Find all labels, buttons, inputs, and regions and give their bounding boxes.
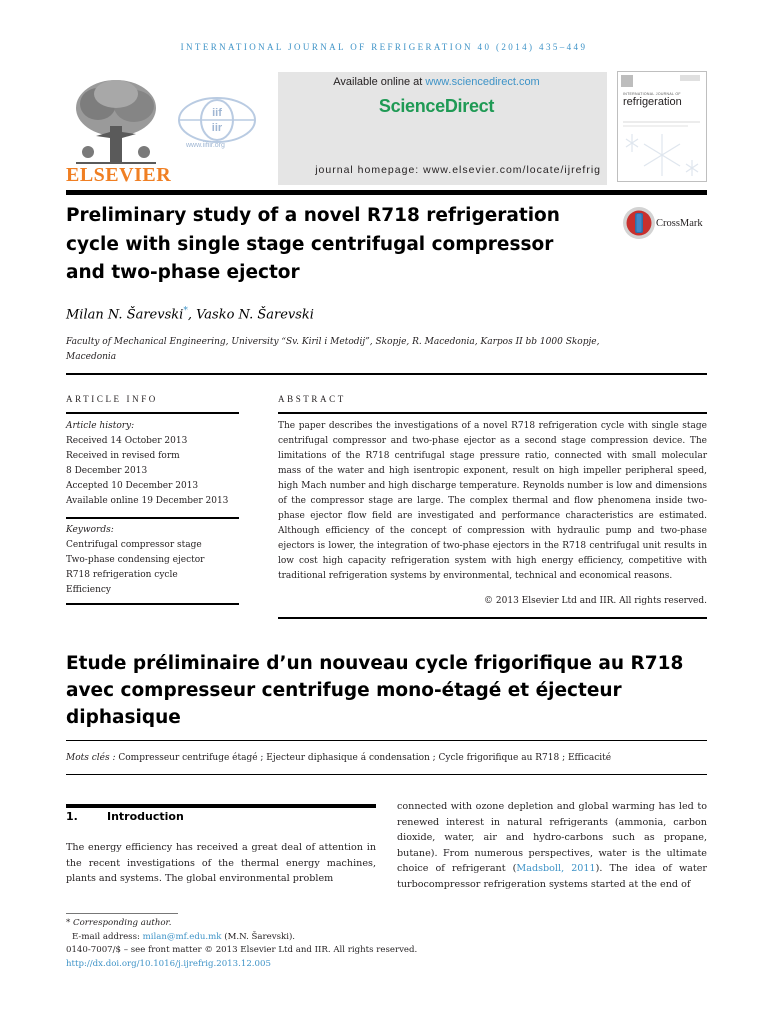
available-online-prefix: Available online at (333, 76, 426, 88)
intro-heading-rule (66, 804, 376, 808)
divider (66, 774, 707, 775)
cover-title: refrigeration (623, 96, 682, 108)
mots-cles (66, 753, 611, 763)
affiliation (66, 335, 626, 365)
abstract-copyright: © 2013 Elsevier Ltd and IIR. All rights reserved. (484, 596, 707, 606)
cover-small-text: INTERNATIONAL JOURNAL OF (623, 92, 681, 96)
title-line: cycle with single stage centrifugal compressor (66, 233, 554, 255)
issn-line: 0140-7007/$ – see front matter © 2013 Elsevier Ltd and IIR. All rights reserved. (66, 945, 418, 955)
title-line: and two-phase ejector (66, 262, 300, 283)
sciencedirect-link[interactable]: www.sciencedirect.com (425, 76, 540, 88)
article-info-label: ARTICLE INFO (66, 394, 158, 404)
header-divider (66, 190, 707, 195)
iifiir-logo-bottom: iir (211, 122, 223, 134)
keyword: R718 refrigeration cycle (66, 570, 178, 580)
footnotes (66, 917, 417, 971)
journal-cover[interactable] (617, 71, 707, 182)
available-online (278, 76, 595, 88)
journal-homepage[interactable]: journal homepage: www.elsevier.com/locate/ijrefrig (315, 164, 601, 176)
affiliation-line: Macedonia (66, 352, 117, 362)
doi-link[interactable]: http://dx.doi.org/10.1016/j.ijrefrig.2013.12.005 (66, 958, 271, 969)
intro-text: connected with ozone depletion and global warming has led to renewed interest in natural refrigerants (ammonia, carbon dioxide, water, air and hydro-carbons such as propane, butane). From numerous perspectives, water is the ultimate choice of refrigerant ( (397, 801, 707, 874)
divider (66, 412, 239, 414)
corresponding-mark[interactable]: * (183, 306, 188, 316)
sciencedirect-brand[interactable]: ScienceDirect (378, 96, 495, 116)
intro-heading (66, 810, 184, 823)
iifiir-logo-top: iif (212, 107, 222, 119)
footnote-divider (66, 913, 178, 914)
history-item: Available online 19 December 2013 (66, 496, 229, 506)
cover-snowflake-graphic (618, 72, 706, 181)
mots-cles-text: Compresseur centrifuge étagé ; Ejecteur diphasique á condensation ; Cycle frigorifique au R718 ; Efficacité (115, 753, 612, 763)
authors (66, 306, 314, 322)
iifiir-url[interactable]: www.iifiir.org (186, 142, 225, 149)
article-title (66, 202, 586, 288)
email-prefix: E-mail address: (72, 931, 143, 942)
affiliation-line: Faculty of Mechanical Engineering, University “Sv. Kiril i Metodij”, Skopje, R. Macedonia, Karpos II bb 1000 Skopje, (66, 337, 600, 347)
journal-header: INTERNATIONAL JOURNAL OF REFRIGERATION 40 (2014) 435–449 (180, 42, 588, 52)
keyword: Centrifugal compressor stage (66, 540, 202, 550)
author-name[interactable]: Milan N. Šarevski (66, 307, 184, 323)
section-divider (66, 373, 707, 375)
section-title: Introduction (107, 810, 184, 823)
french-title-line: avec compresseur centrifuge mono-étagé et éjecteur (66, 680, 622, 701)
crossmark-label[interactable]: CrossMark (656, 218, 703, 229)
keyword: Two-phase condensing ejector (66, 555, 205, 565)
divider (278, 412, 707, 414)
author-name[interactable]: Vasko N. Šarevski (196, 307, 314, 323)
history-heading: Article history: (66, 421, 135, 431)
mots-cles-label: Mots clés : (66, 753, 116, 763)
divider (66, 603, 239, 605)
french-title-line: Etude préliminaire d’un nouveau cycle frigorifique au R718 (66, 653, 684, 674)
history-item: Received 14 October 2013 (66, 436, 188, 446)
author-separator: , (187, 307, 197, 323)
email-link[interactable]: milan@mf.edu.mk (142, 931, 222, 942)
title-line: Preliminary study of a novel R718 refrigeration (66, 205, 560, 226)
abstract-text: The paper describes the investigations of a novel R718 refrigeration cycle with single stage centrifugal compressor and two-phase ejector as a second stage compression device. The limitations of the R718 centrifugal stage pressure ratio, connected with small molecular mass of the water and high isentropic exponent, result on high impeller peripheral speed, high Mach number and high discharge temperature. Reynolds number is low and dimensions of the compressor stage are large. The complex thermal and flow phenomena inside two-phase ejector flow field are investigated and performance characteristics are estimated. Although efficiency of the concept of compression with hydraulic pump and two-phase ejectors is lower, the integration of two-phase ejectors in the R718 centrifugal unit results in low cost high capacity refrigeration system with high energy efficiency, competitive with traditional refrigeration systems by environmental, technical and economical reasons. (278, 421, 707, 581)
article-history (66, 419, 246, 509)
section-number: 1. (66, 810, 78, 823)
intro-text: ). The idea of water turbocompressor refrigeration systems started at the end of (397, 863, 707, 890)
intro-right-column (397, 799, 707, 892)
elsevier-wordmark: ELSEVIER (66, 164, 172, 186)
french-title-line: diphasique (66, 707, 181, 728)
email-suffix: (M.N. Šarevski). (221, 931, 296, 942)
citation-link[interactable]: Madsboll, 2011 (516, 863, 596, 874)
corresponding-note: * Corresponding author. (66, 918, 172, 928)
history-item: Accepted 10 December 2013 (66, 481, 199, 491)
divider (278, 617, 707, 619)
keyword: Efficiency (66, 585, 112, 595)
french-title (66, 650, 716, 731)
keywords-heading: Keywords: (66, 525, 114, 535)
history-item: Received in revised form (66, 451, 180, 461)
history-item: 8 December 2013 (66, 466, 148, 476)
divider (66, 740, 707, 741)
divider (66, 517, 239, 519)
iifiir-logo (177, 96, 257, 144)
intro-left-column: The energy efficiency has received a great deal of attention in the recent investigations of the thermal energy machines, plants and systems. The global environmental problem (66, 842, 376, 884)
keywords (66, 523, 246, 598)
abstract-label: ABSTRACT (278, 394, 346, 404)
